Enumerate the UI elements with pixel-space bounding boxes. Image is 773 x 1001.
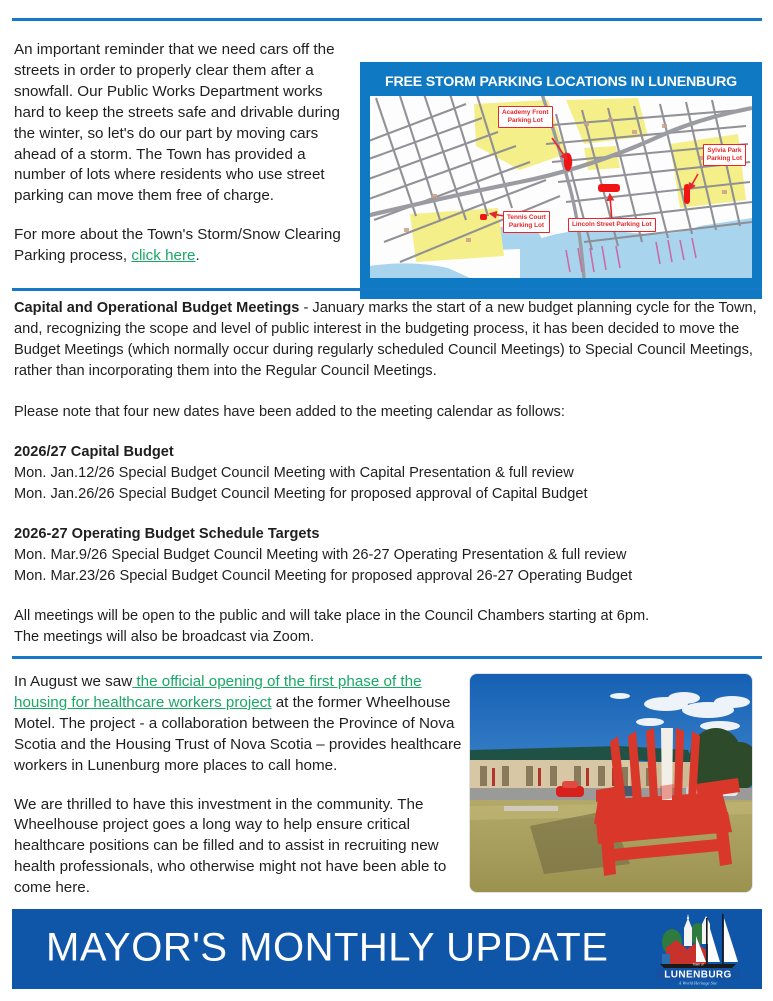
budget-heading-inline: Capital and Operational Budget Meetings	[14, 300, 300, 316]
map-label-line-2: Parking Lot	[507, 117, 543, 124]
logo-topline-text: Town of	[692, 962, 704, 967]
map-image	[370, 96, 752, 278]
map-label-line-1: Sylvia Park	[707, 147, 742, 154]
budget-closing-line-1: All meetings will be open to the public and will take place in the Council Chambers starting at 6pm.	[14, 608, 650, 624]
wheelhouse-chair-photo	[470, 674, 752, 892]
capital-budget-date-2: Mon. Jan.26/26 Special Budget Council Meeting for proposed approval of Capital Budget	[14, 486, 588, 502]
banner-title: MAYOR'S MONTHLY UPDATE	[46, 925, 609, 970]
storm-parking-map-card	[360, 62, 762, 299]
section-divider-top	[12, 18, 762, 21]
spacer	[14, 587, 762, 606]
section-divider-bottom	[12, 656, 762, 659]
lunenburg-town-logo	[652, 912, 744, 986]
logo-wordmark-text: LUNENBURG	[664, 969, 732, 981]
storm-paragraph-2-lead: For more about the Town's Storm/Snow Clearing Parking process,	[14, 226, 341, 265]
map-label-sylvia-park-parking-lot	[703, 144, 746, 166]
storm-paragraph-1: An important reminder that we need cars off the streets in order to properly clear them after a snowfall. Our Public Works Department works hard to keep the streets safe and drivable during the winter, so let's do our part by moving cars ahead of a storm. The Town has provided a number of lots where residents who use street parking can move them free of charge.	[14, 41, 340, 205]
housing-paragraph-2: We are thrilled to have this investment in the community. The Wheelhouse project goes a long way to help ensure critical healthcare positions can be filled and to assist in recruiting new health professionals, who otherwise might not have been able to come here.	[14, 795, 447, 897]
tennis-lot-marker	[480, 214, 487, 220]
housing-paragraph-1-lead: In August we saw	[14, 673, 133, 690]
lunenburg-logo-graphic	[652, 912, 744, 986]
storm-parking-copy	[14, 40, 352, 285]
spacer	[14, 505, 762, 524]
photo-graphic	[470, 674, 752, 892]
map-title: FREE STORM PARKING LOCATIONS IN LUNENBURG	[384, 74, 737, 90]
housing-project-link[interactable]: the official opening of the first phase of the housing for healthcare workers project	[14, 673, 422, 711]
click-here-link[interactable]: click here	[131, 247, 196, 265]
budget-intro-paragraph	[14, 298, 762, 382]
sylvia-lot-marker	[684, 184, 690, 204]
map-label-line-2: Parking Lot	[508, 222, 545, 229]
map-label-line-1: Academy Front	[502, 109, 549, 116]
mayors-monthly-update-banner	[12, 909, 762, 989]
storm-paragraph-2-tail: .	[195, 247, 200, 265]
map-graphic	[370, 96, 752, 278]
map-label-academy-front-parking-lot	[498, 106, 553, 128]
lincoln-lot-marker	[598, 184, 620, 192]
operating-budget-date-2: Mon. Mar.23/26 Special Budget Council Meeting for proposed approval 26-27 Operating Budget	[14, 568, 633, 584]
section-divider-middle	[12, 288, 762, 291]
budget-closing-line-2: The meetings will also be broadcast via Zoom.	[14, 629, 315, 645]
budget-heading-rest: - January marks the start of a new budget planning cycle for the Town, and, recognizing the scope and level of public interest in the budgeting process, it has been decided to move the Budget Meetings (which normally occur during regularly scheduled Council Meetings) to Special Council Meetings, rather than incorporating them into the Regular Council Meetings.	[14, 300, 757, 379]
map-label-line-1: Tennis Court	[507, 214, 546, 221]
budget-note: Please note that four new dates have been added to the meeting calendar as follows:	[14, 404, 565, 420]
map-label-lincoln-street-parking-lot: Lincoln Street Parking Lot	[568, 218, 656, 232]
map-label-line-2: Parking Lot	[706, 155, 742, 162]
operating-budget-date-1: Mon. Mar.9/26 Special Budget Council Meeting with 26-27 Operating Presentation & full review	[14, 547, 627, 563]
storm-paragraph-2	[14, 225, 352, 267]
capital-budget-date-1: Mon. Jan.12/26 Special Budget Council Meeting with Capital Presentation & full review	[14, 465, 574, 481]
capital-budget-heading: 2026/27 Capital Budget	[14, 444, 174, 460]
housing-paragraph-1-tail: at the former Wheelhouse Motel. The project - a collaboration between the Province of Nova Scotia and the Housing Trust of Nova Scotia – provides healthcare workers in Lunenburg more places to call home.	[14, 693, 462, 774]
map-label-tennis-court-parking-lot	[503, 211, 550, 233]
operating-budget-heading: 2026-27 Operating Budget Schedule Targets	[14, 526, 320, 542]
logo-tagline-text: A World Heritage Site	[678, 980, 718, 986]
spacer	[14, 382, 762, 402]
housing-paragraph-1	[14, 672, 466, 777]
housing-copy	[14, 672, 466, 917]
spacer	[14, 423, 762, 442]
section-budget-meetings	[14, 298, 762, 648]
